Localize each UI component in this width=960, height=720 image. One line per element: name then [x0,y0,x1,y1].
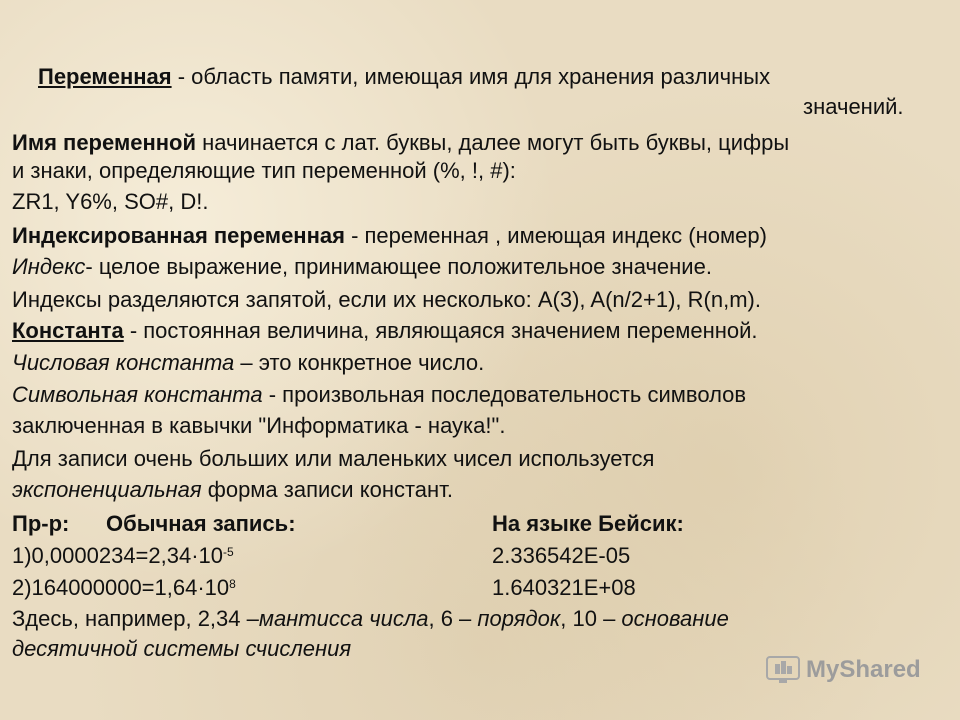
line-variable-name [12,130,789,156]
line-constant [12,318,758,344]
exponential-form-text: форма записи констант. [201,477,453,502]
line-exponential-form [12,477,453,503]
watermark-text: MyShared [806,656,921,683]
line-index [12,254,712,280]
term-variable: Переменная [38,64,172,89]
line-symbolic-constant-cont: заключенная в кавычки "Информатика - наука!". [12,413,506,438]
numeric-constant-text: – это конкретное число. [234,350,485,375]
basic-value-2: 1.640321E+08 [492,575,636,600]
line-variable-definition [38,64,770,90]
ordinary-value-2: 2)164000000=1,64·10 [12,575,230,600]
line-explanation-cont: десятичной системы счисления [12,636,352,661]
explanation-part-1: Здесь, например, 2,34 – [12,606,259,631]
example-row-2 [12,575,912,601]
indexed-variable-text: - переменная , имеющая индекс (номер) [344,223,767,248]
ordinary-value-1: 1)0,0000234=2,34·10 [12,543,224,568]
term-order: порядок [477,606,561,631]
line-explanation [12,606,729,632]
line-symbolic-constant [12,382,746,408]
exponent-2: 8 [229,577,236,591]
example-row-1 [12,543,912,569]
term-exponential: экспоненциальная [12,477,202,502]
basic-notation-header: На языке Бейсик: [492,511,684,536]
example-header-row [12,511,912,537]
constant-text: - постоянная величина, являющаяся значением переменной. [123,318,758,343]
exponent-1: -5 [223,545,234,559]
line-indexed-variable [12,223,767,249]
line-large-small-numbers: Для записи очень больших или маленьких чисел используется [12,446,655,471]
explanation-part-3: , 10 – [560,606,622,631]
variable-name-text: начинается с лат. буквы, далее могут быть буквы, цифры [196,130,790,155]
line-indexes-separator: Индексы разделяются запятой, если их несколько: A(3), A(n/2+1), R(n,m). [12,287,761,312]
term-variable-name: Имя переменной [12,130,196,155]
term-index: Индекс [12,254,86,279]
term-numeric-constant: Числовая константа [12,350,235,375]
term-symbolic-constant: Символьная константа [12,382,263,407]
ordinary-notation-header: Обычная запись: [106,511,296,536]
watermark [766,656,921,684]
basic-value-1: 2.336542E-05 [492,543,631,568]
index-text: - целое выражение, принимающее положительное значение. [85,254,712,279]
term-mantissa: мантисса числа [258,606,429,631]
line-variable-examples: ZR1, Y6%, SO#, D!. [12,189,209,214]
line-numeric-constant [12,350,484,376]
myshared-logo-icon [766,656,800,684]
term-indexed-variable: Индексированная переменная [12,223,345,248]
symbolic-constant-text: - произвольная последовательность символов [262,382,747,407]
line-variable-definition-cont: значений. [803,94,904,119]
explanation-part-2: , 6 – [428,606,478,631]
term-constant: Константа [12,318,124,343]
term-base: основание [621,606,729,631]
variable-definition-text: - область памяти, имеющая имя для хранения различных [171,64,771,89]
line-variable-name-cont: и знаки, определяющие тип переменной (%, !, #): [12,158,516,183]
example-prefix: Пр-р: [12,511,70,536]
